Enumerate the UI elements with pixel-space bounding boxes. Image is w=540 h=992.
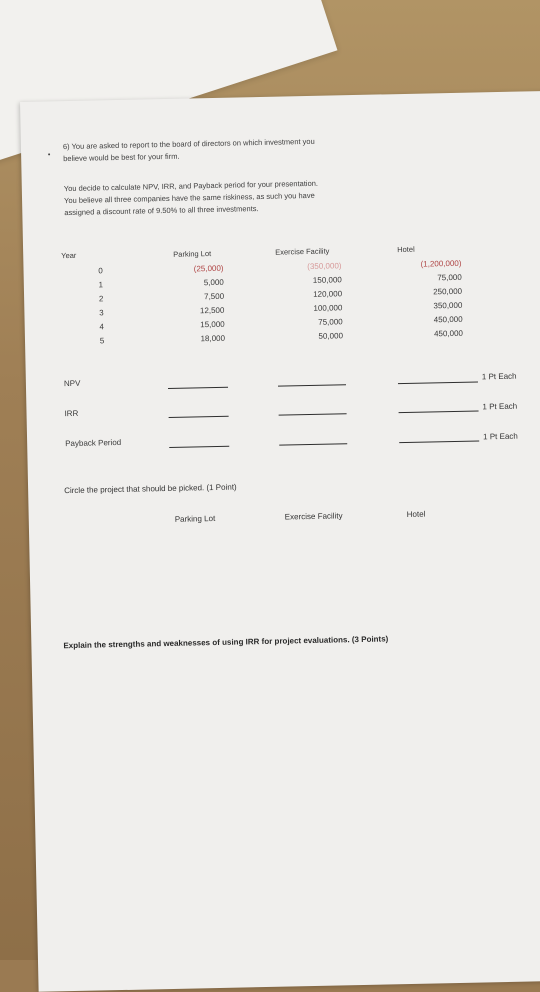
cash-flow-cell: 50,000	[318, 331, 344, 341]
year-cell: 4	[99, 322, 105, 332]
cash-flow-cell: (350,000)	[307, 261, 342, 272]
irr-points: 1 Pt Each	[482, 401, 518, 412]
cash-flow-cell: 75,000	[437, 272, 462, 283]
hotel-column	[399, 257, 463, 342]
hotel-header: Hotel	[397, 244, 415, 255]
npv-blank-hotel[interactable]	[398, 381, 478, 384]
cash-flow-cell: 15,000	[200, 319, 225, 330]
npv-blank-exercise[interactable]	[278, 384, 346, 386]
cash-flow-cell: 120,000	[313, 289, 343, 299]
bullet-mark	[48, 153, 50, 155]
year-cell: 1	[98, 280, 104, 290]
payback-blank-hotel[interactable]	[399, 440, 479, 443]
cash-flow-cell: (1,200,000)	[420, 258, 462, 269]
cash-flow-cell: 18,000	[200, 333, 226, 344]
npv-blank-parking[interactable]	[168, 387, 228, 389]
cash-flow-cell: 250,000	[433, 286, 463, 297]
instruction-line-3: assigned a discount rate of 9.50% to all three investments.	[64, 204, 259, 218]
option-exercise-facility[interactable]: Exercise Facility	[284, 511, 343, 522]
exercise-facility-header: Exercise Facility	[275, 246, 330, 257]
cash-flow-cell: (25,000)	[193, 263, 224, 274]
cash-flow-cell: 7,500	[203, 291, 225, 302]
year-cell: 0	[98, 266, 103, 276]
irr-blank-hotel[interactable]	[399, 410, 479, 413]
cash-flow-cell: 75,000	[318, 317, 343, 327]
npv-label: NPV	[63, 378, 81, 389]
exercise-facility-column	[291, 259, 343, 344]
instruction-line-1: You decide to calculate NPV, IRR, and Payback period for your presentation.	[63, 178, 319, 194]
irr-label: IRR	[64, 408, 79, 419]
cash-flow-cell: 450,000	[433, 328, 464, 339]
cash-flow-cell: 150,000	[312, 275, 342, 285]
cash-flow-cell: 450,000	[433, 314, 463, 325]
option-hotel[interactable]: Hotel	[406, 509, 426, 519]
pick-instruction: Circle the project that should be picked. (1 Point)	[64, 482, 237, 496]
question-line-2: believe would be best for your firm.	[63, 151, 180, 164]
parking-lot-header: Parking Lot	[173, 249, 212, 259]
year-cell: 2	[98, 294, 104, 304]
npv-points: 1 Pt Each	[481, 371, 517, 382]
worksheet-page	[20, 91, 540, 992]
irr-blank-parking[interactable]	[169, 416, 229, 418]
payback-period-label: Payback Period	[65, 437, 122, 449]
cash-flow-cell: 5,000	[203, 277, 224, 288]
question-line-1: 6) You are asked to report to the board of directors on which investment you	[62, 136, 315, 152]
payback-blank-parking[interactable]	[169, 446, 229, 448]
cash-flow-cell: 350,000	[433, 300, 463, 311]
payback-points: 1 Pt Each	[483, 431, 518, 442]
parking-lot-column	[173, 262, 225, 347]
option-parking-lot[interactable]: Parking Lot	[174, 514, 216, 524]
year-column	[93, 264, 109, 348]
year-cell: 3	[99, 308, 104, 318]
irr-blank-exercise[interactable]	[279, 413, 347, 415]
instruction-line-2: You believe all three companies have the same riskiness, as such you have	[63, 190, 315, 206]
year-cell: 5	[99, 336, 105, 346]
explain-question: Explain the strengths and weaknesses of using IRR for project evaluations. (3 Points)	[63, 634, 389, 651]
payback-blank-exercise[interactable]	[279, 443, 347, 445]
cash-flow-cell: 12,500	[199, 305, 225, 316]
year-header: Year	[61, 250, 77, 261]
cash-flow-cell: 100,000	[313, 303, 343, 313]
